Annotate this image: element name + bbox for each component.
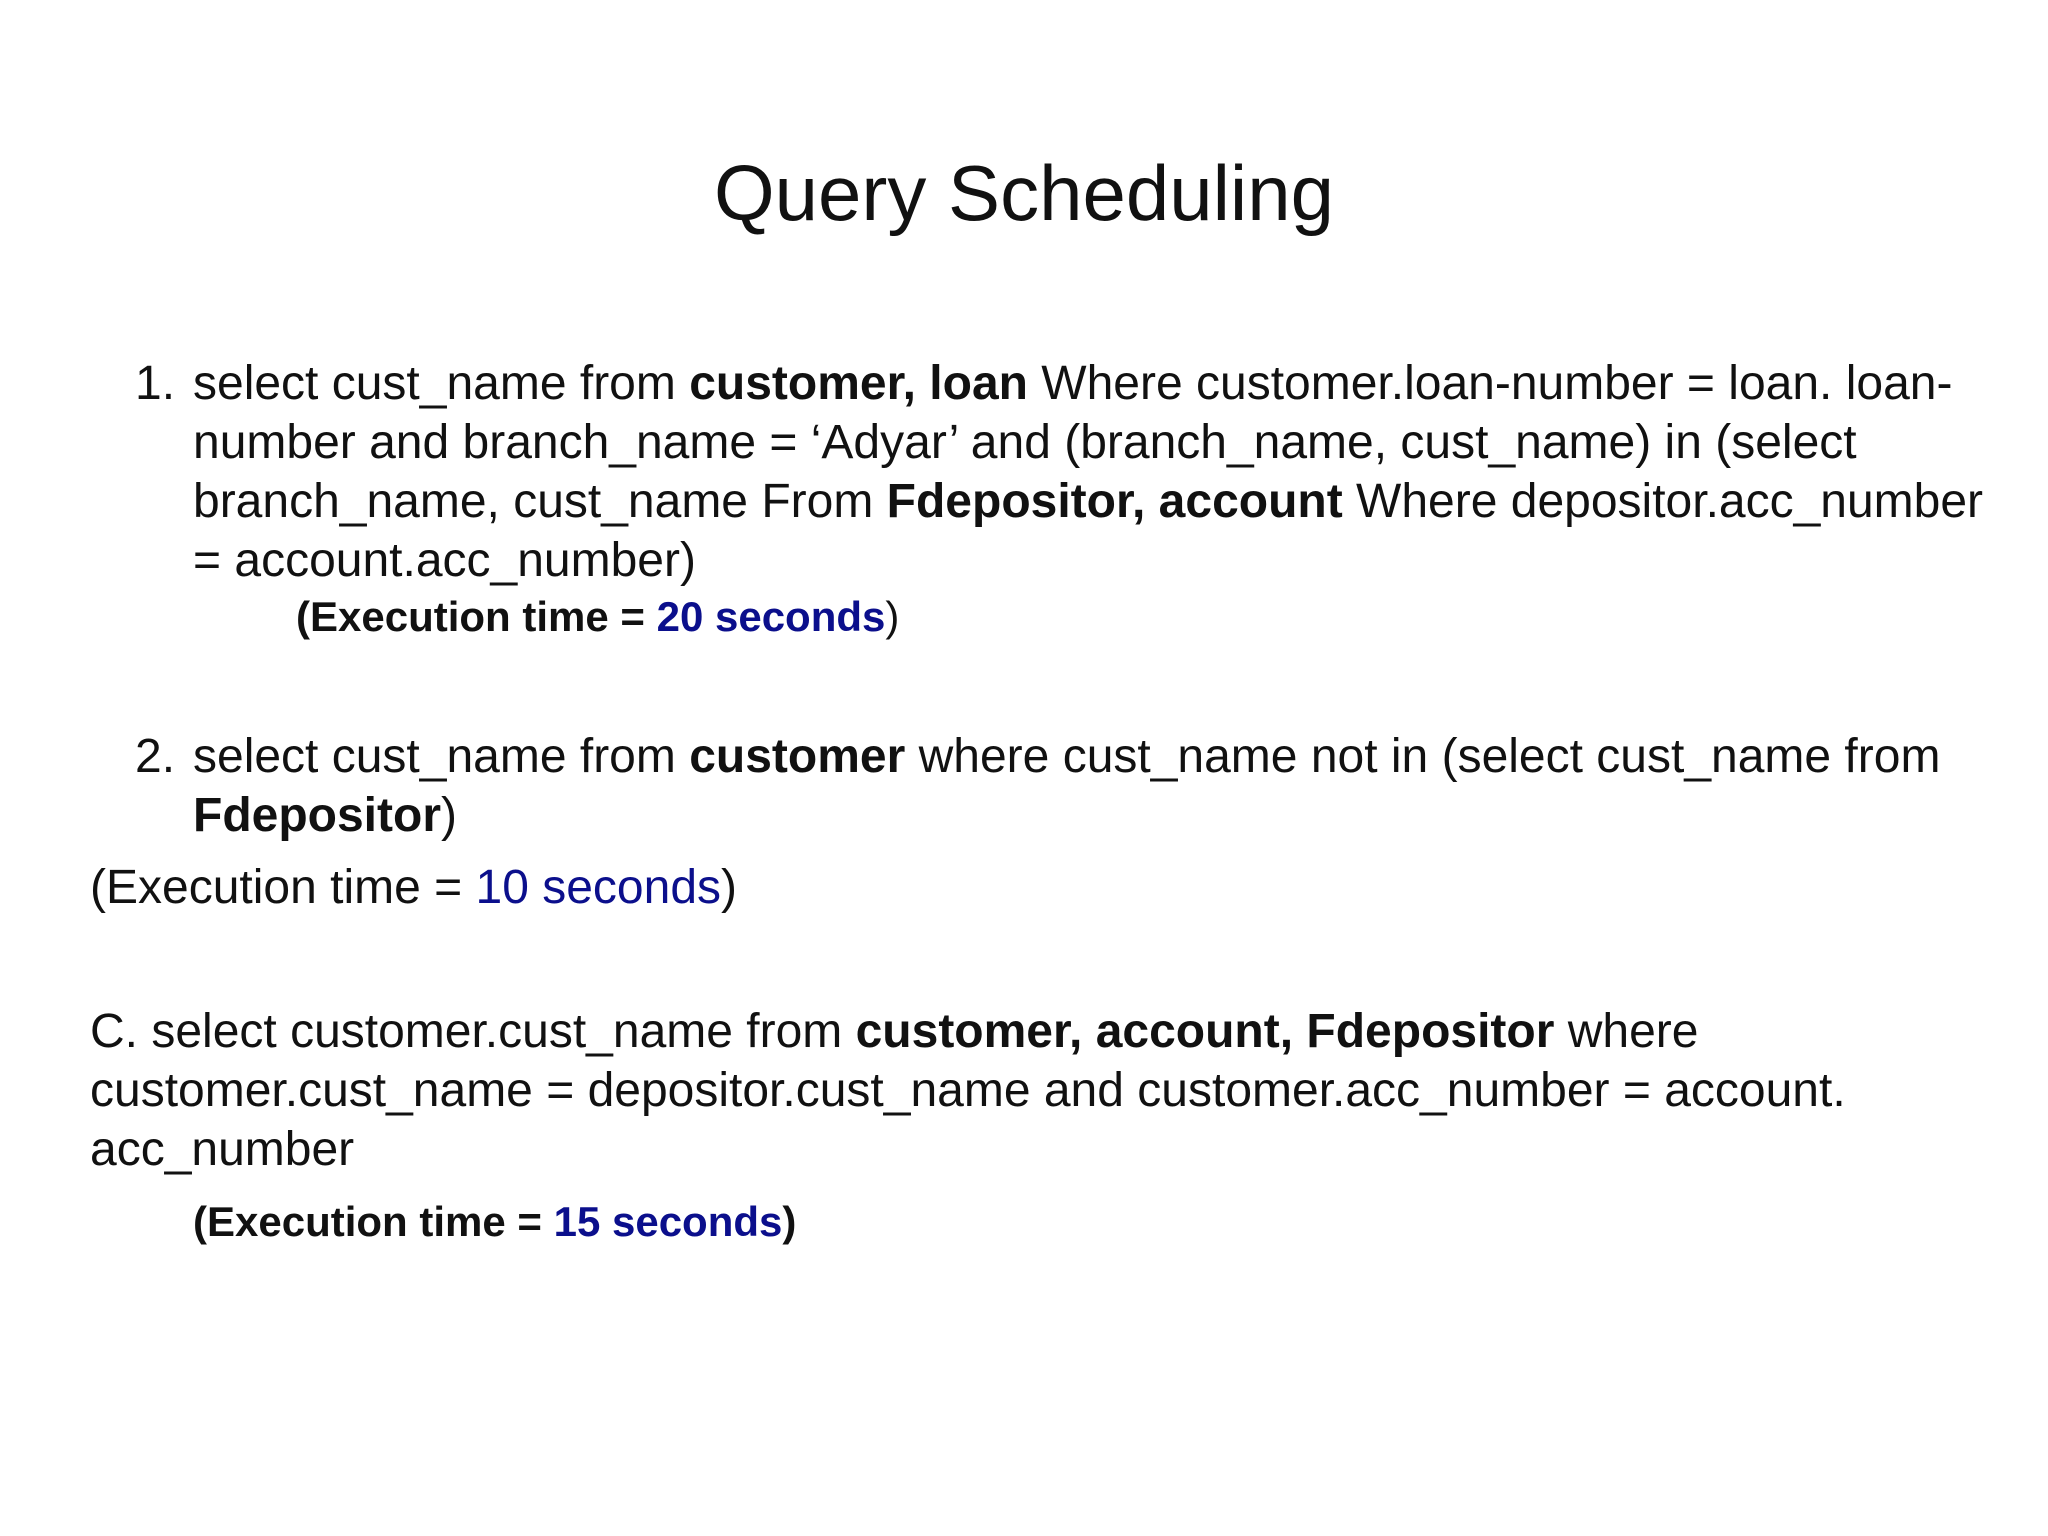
- query-1: [135, 354, 1993, 590]
- query-3-tables: customer, account, Fdepositor: [855, 1005, 1555, 1058]
- query-2-number: 2.: [135, 730, 176, 783]
- query-2-execution-time: [90, 858, 737, 917]
- query-1-exec-prefix: (Execution time =: [296, 593, 657, 640]
- query-3-exec-suffix: ): [782, 1198, 797, 1245]
- query-1-text-b: Where customer.loan-number = loan. loan-number and branch_name = ‘Adyar’ and (branch_name, cust_name) in (select branch_name, cust_name From: [193, 357, 1953, 528]
- query-3-execution-time: [193, 1197, 796, 1247]
- query-1-tables-a: customer, loan: [689, 357, 1028, 410]
- query-2-text-a: select cust_name from: [193, 730, 690, 783]
- query-3-text-b: where customer.cust_name = depositor.cust_name and customer.acc_number = account. acc_number: [90, 1005, 1846, 1176]
- query-2: [135, 727, 1993, 845]
- query-1-tables-b: Fdepositor, account: [886, 475, 1343, 528]
- query-1-exec-suffix: ): [885, 593, 900, 640]
- query-1-execution-time: [296, 592, 899, 642]
- query-1-text-a: select cust_name from: [193, 357, 690, 410]
- query-2-exec-value: 10 seconds: [475, 861, 722, 914]
- query-2-exec-prefix: (Execution time =: [90, 861, 476, 914]
- query-2-tables-b: Fdepositor: [193, 789, 441, 842]
- query-3-exec-prefix: (Execution time =: [193, 1198, 554, 1245]
- query-3-text-a: C. select customer.cust_name from: [90, 1005, 856, 1058]
- query-2-tables-a: customer: [689, 730, 906, 783]
- query-3: [90, 1002, 2010, 1179]
- query-2-text-c: ): [441, 789, 457, 842]
- query-3-exec-value: 15 seconds: [553, 1198, 783, 1245]
- query-1-exec-value: 20 seconds: [656, 593, 886, 640]
- query-2-exec-suffix: ): [721, 861, 737, 914]
- query-2-text-b: where cust_name not in (select cust_name from: [905, 730, 1941, 783]
- query-1-number: 1.: [135, 357, 176, 410]
- query-1-text-c: Where depositor.acc_number = account.acc_number): [193, 475, 1984, 587]
- slide-title: Query Scheduling: [713, 149, 1335, 237]
